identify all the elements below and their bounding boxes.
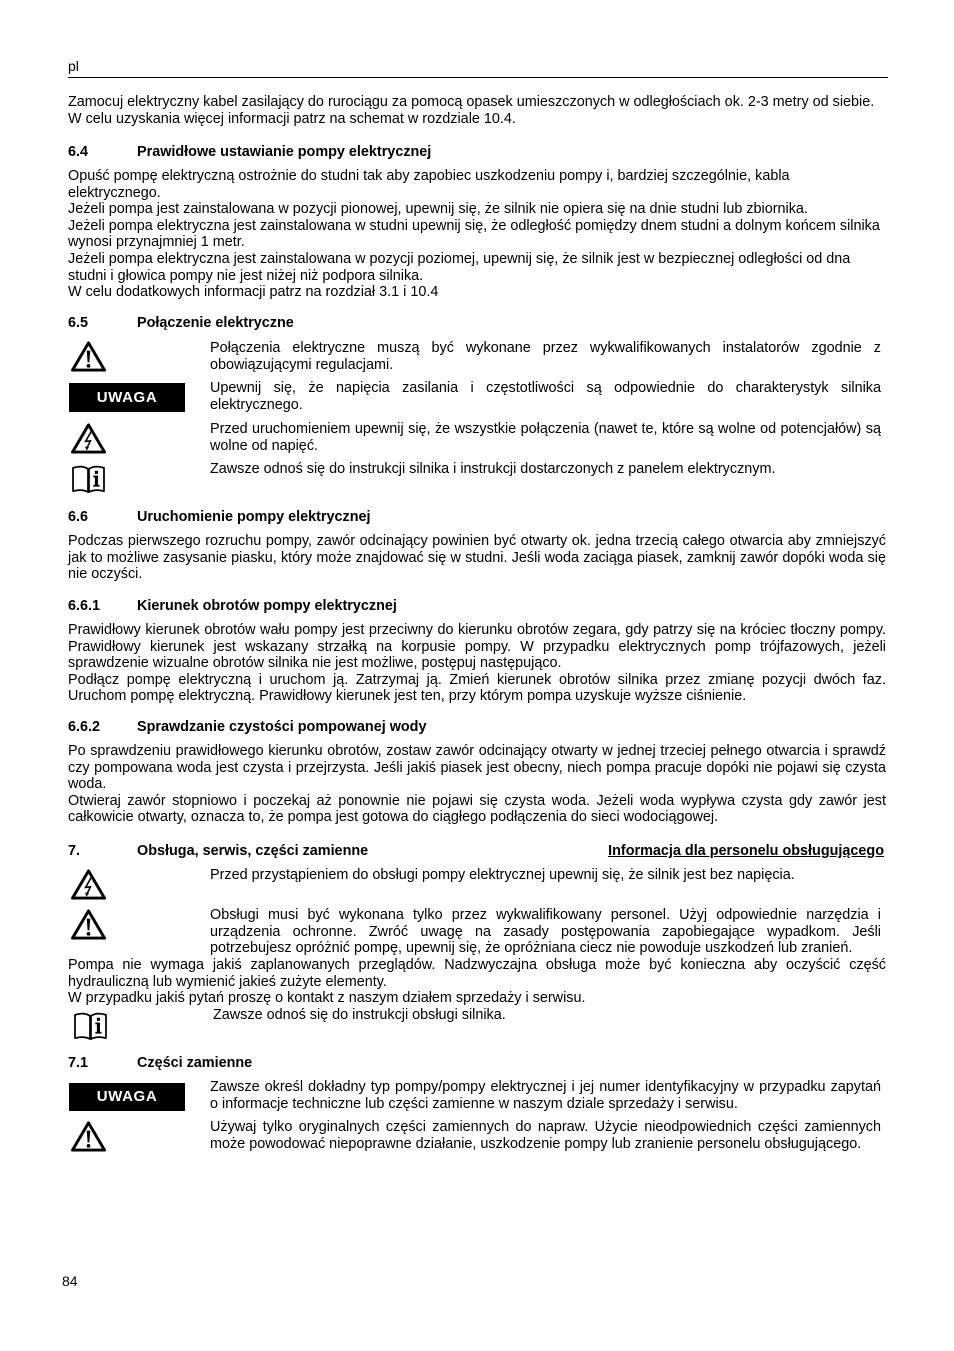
section-title: Uruchomienie pompy elektrycznej <box>137 509 371 525</box>
text-line: Podczas pierwszego rozruchu pompy, zawór odcinający powinien być otwarty ok. jedna trzecią całego otwarcia aby zmniejszyć <box>68 533 886 549</box>
text-line: może powodować niepoprawne działanie, uszkodzenie pompy lub zranienie personelu obsługującego. <box>210 1135 862 1152</box>
text-line: wolne od napięć. <box>210 437 319 454</box>
text-line: Jeżeli pompa elektryczna jest zainstalowana w studni upewnij się, że odległość pomiędzy dnem studni a dolnym końcem silnika <box>68 217 880 234</box>
warning-icon <box>70 340 107 373</box>
text-line: jak to możliwe zasysanie piasku, który może znajdować się w studni. Jeśli woda zaciąga piasek, zamknij zawór dopóki woda się <box>68 549 886 566</box>
section-6-4-paragraph <box>68 168 886 301</box>
section-7-paragraph <box>68 957 886 1007</box>
electric-hazard-icon <box>70 422 107 455</box>
section-title: Części zamienne <box>137 1055 253 1071</box>
text-line: Opuść pompę elektryczną ostrożnie do studni tak aby zapobiec uszkodzeniu pompy i, bardziej szczególnie, kabla <box>68 168 790 184</box>
text-line: Zamocuj elektryczny kabel zasilający do rurociągu za pomocą opasek umieszczonych w odległościach ok. 2-3 metry od siebie. <box>68 94 875 110</box>
text-line: woda. <box>68 776 107 793</box>
warning-icon <box>70 1120 107 1153</box>
section-title: Prawidłowe ustawianie pompy elektrycznej <box>137 144 432 160</box>
header-rule <box>68 77 888 78</box>
notice-text <box>210 1119 881 1152</box>
text-line: Jeżeli pompa jest zainstalowana w pozycji pionowej, upewnij się, że silnik nie opiera się na dnie studni lub zbiornika. <box>68 201 808 218</box>
text-line: sprawdzenie wizualne obrotów silnika nie jest możliwe, postępuj następująco. <box>68 655 562 672</box>
section-6-6-2-paragraph <box>68 743 886 826</box>
text-line: elektrycznego. <box>68 184 161 201</box>
section-heading-6-4 <box>68 144 884 161</box>
text-line: elektrycznego. <box>210 396 303 413</box>
section-title: Sprawdzanie czystości pompowanej wody <box>137 719 427 735</box>
notice-text <box>210 421 881 454</box>
text-line: Prawidłowy kierunek obrotów wału pompy jest przeciwny do kierunku obrotów zegara, gdy patrzy się na króciec tłoczny pompy. <box>68 622 886 638</box>
text-line: urządzenia ochronne. Zwróć uwagę na zasady postępowania zapobiegające wypadkom. Jeśli <box>210 923 881 940</box>
section-heading-7 <box>68 843 884 860</box>
text-line: Używaj tylko oryginalnych części zamiennych do napraw. Użycie nieodpowiednich części zamiennych <box>210 1119 881 1135</box>
notice-text <box>213 1007 881 1024</box>
text-line: Po sprawdzeniu prawidłowego kierunku obrotów, zostaw zawór odcinający otwarty w jednej trzeciej pełnego otwarcia i sprawdź <box>68 743 886 759</box>
notice-text <box>210 907 881 957</box>
notice-text <box>210 867 881 884</box>
manual-info-icon <box>73 1011 108 1041</box>
text-line: Pompa nie wymaga jakiś zaplanowanych przeglądów. Nadzwyczajna obsługa może być konieczna aby oczyścić część <box>68 957 886 973</box>
section-number: 6.6 <box>68 509 89 525</box>
section-heading-6-5 <box>68 315 884 332</box>
text-line: Upewnij się, że napięcia zasilania i częstotliwości są odpowiednie do charakterystyk silnika <box>210 380 881 396</box>
notice-text <box>210 1079 881 1112</box>
text-line: o informacje techniczne lub części zamienne w naszym dziale sprzedaży i serwisu. <box>210 1095 738 1112</box>
section-heading-6-6-1 <box>68 598 884 615</box>
text-line: Przed przystąpieniem do obsługi pompy elektrycznej upewnij się, że silnik jest bez napięcia. <box>210 867 795 883</box>
language-code: pl <box>68 58 79 74</box>
text-line: całkowicie otwarty, oznacza to, że pompa jest gotowa do ciągłego podłączenia do sieci wodociągowej. <box>68 809 719 826</box>
section-6-6-paragraph <box>68 533 886 583</box>
caution-badge: UWAGA <box>69 383 185 412</box>
text-line: Podłącz pompę elektryczną i uruchom ją. Zatrzymaj ją. Zmień kierunek obrotów silnika przez zmianę pozycji dwóch faz. <box>68 671 886 688</box>
electric-hazard-icon <box>70 868 107 901</box>
text-line: Otwieraj zawór stopniowo i poczekaj aż ponownie nie pojawi się czysta woda. Jeżeli woda wypływa czysta gdy zawór jest <box>68 792 886 809</box>
manual-info-icon <box>71 464 106 494</box>
caution-badge: UWAGA <box>69 1083 185 1111</box>
notice-text <box>210 340 881 373</box>
text-line: Przed uruchomieniem upewnij się, że wszystkie połączenia (nawet te, które są wolne od potencjałów) są <box>210 421 881 437</box>
text-line: W przypadku jakiś pytań proszę o kontakt z naszym działem sprzedaży i serwisu. <box>68 990 586 1007</box>
warning-icon <box>70 908 107 941</box>
text-line: Zawsze określ dokładny typ pompy/pompy elektrycznej i jej numer identyfikacyjny w przypadku zapytań <box>210 1079 881 1095</box>
text-line: potrzebujesz opróżnić pompę, upewnij się, że opróżniana ciecz nie powoduje uszkodzeń lub zranień. <box>210 940 853 957</box>
section-number: 6.6.2 <box>68 719 101 735</box>
section-number: 7. <box>68 843 81 859</box>
section-number: 7.1 <box>68 1055 89 1071</box>
text-line: czy pompowana woda jest czysta i przejrzysta. Jeśli jakiś piasek jest obecny, niech pompa pracuje dopóki nie pojawi się czysta <box>68 759 886 776</box>
text-line: Prawidłowy kierunek jest wskazany strzałką na korpusie pompy. W przypadku elektrycznych pomp trójfazowych, jeżeli <box>68 638 886 655</box>
text-line: nie oczyści. <box>68 566 143 583</box>
section-heading-6-6 <box>68 509 884 526</box>
text-line: Zawsze odnoś się do instrukcji obsługi silnika. <box>213 1007 506 1023</box>
section-6-6-1-paragraph <box>68 622 886 705</box>
text-line: Obsługi musi być wykonana tylko przez wykwalifikowany personel. Użyj odpowiednie narzędzia i <box>210 907 881 923</box>
intro-paragraph <box>68 94 886 127</box>
text-line: W celu uzyskania więcej informacji patrz na schemat w rozdziale 10.4. <box>68 110 516 127</box>
text-line: obowiązującymi regulacjami. <box>210 356 394 373</box>
notice-text <box>210 380 881 413</box>
audience-note: Informacja dla personelu obsługującego <box>608 843 884 859</box>
section-number: 6.6.1 <box>68 598 101 614</box>
text-line: Uruchom pompę elektryczną. Prawidłowy kierunek jest ten, przy którym pompa uzyskuje wyższe ciśnienie. <box>68 688 747 705</box>
section-number: 6.5 <box>68 315 89 331</box>
section-title: Kierunek obrotów pompy elektrycznej <box>137 598 397 614</box>
text-line: W celu dodatkowych informacji patrz na rozdział 3.1 i 10.4 <box>68 284 439 301</box>
text-line: Jeżeli pompa elektryczna jest zainstalowana w pozycji poziomej, upewnij się, że silnik jest w bezpiecznej odległości od dna <box>68 250 851 267</box>
section-heading-6-6-2 <box>68 719 884 736</box>
page-number: 84 <box>62 1273 78 1289</box>
notice-text <box>210 461 881 478</box>
text-line: studni i głowica pompy nie jest niżej niż podpora silnika. <box>68 267 424 284</box>
section-heading-7-1 <box>68 1055 884 1072</box>
text-line: Zawsze odnoś się do instrukcji silnika i instrukcji dostarczonych z panelem elektrycznym. <box>210 461 776 477</box>
text-line: Połączenia elektryczne muszą być wykonane przez wykwalifikowanych instalatorów zgodnie z <box>210 340 881 356</box>
section-title: Obsługa, serwis, części zamienne <box>137 843 369 859</box>
text-line: hydrauliczną lub wymienić jakieś zużyte elementy. <box>68 973 387 990</box>
text-line: wynosi przynajmniej 1 metr. <box>68 234 245 251</box>
section-number: 6.4 <box>68 144 89 160</box>
section-title: Połączenie elektryczne <box>137 315 294 331</box>
